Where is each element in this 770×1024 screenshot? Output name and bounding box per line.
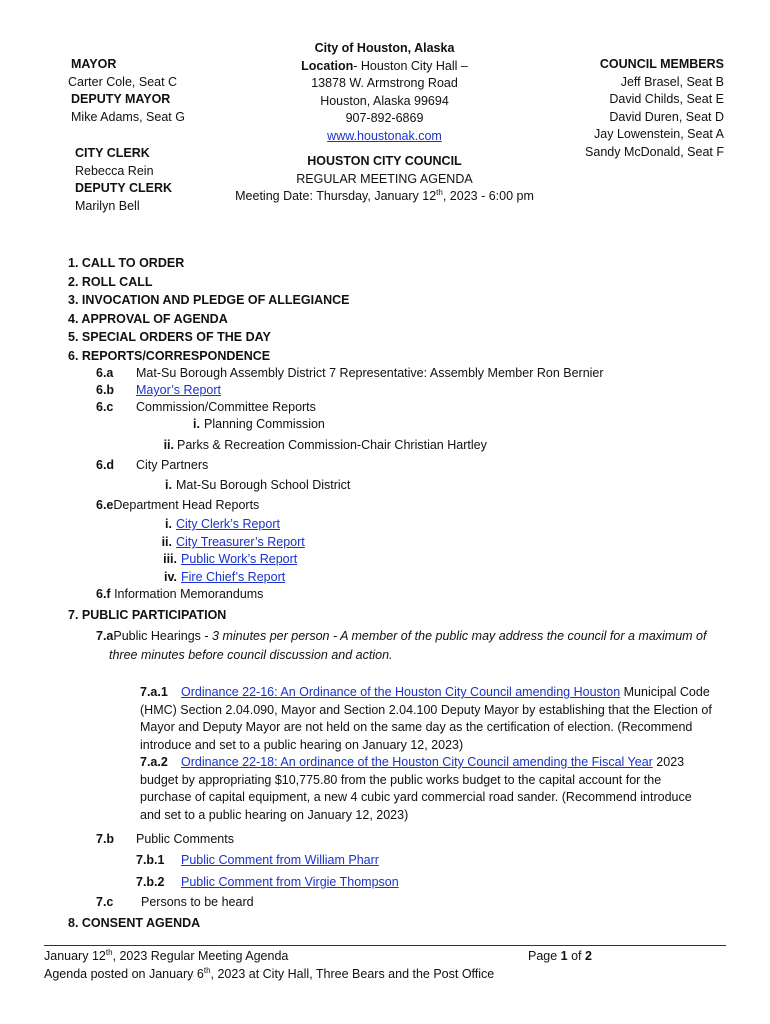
section-consent-agenda: 8. CONSENT AGENDA [68,916,201,930]
agenda-item: 6. REPORTS/CORRESPONDENCE [68,348,271,363]
footer-meeting-line [44,948,726,966]
deputy-mayor-name: Mike Adams, Seat G [71,109,185,124]
sub-number: i. [165,517,172,531]
sub-number: i. [165,478,172,492]
page-number: 1 [560,949,568,963]
item-7a2-rest: 2023 [652,755,685,769]
item-number: 7.b.1 [136,853,165,867]
page-label: Page [528,949,561,963]
item-number: 6.d [96,458,115,472]
item-7a2-line: and set to a public hearing on January 12, 2023) [140,807,409,822]
item-6d-text: City Partners [136,458,209,472]
agenda-item: 1. CALL TO ORDER [68,256,185,270]
parks-rec-commission: Parks & Recreation Commission-Chair Christian Hartley [177,438,487,452]
item-number: 7.b [96,832,115,846]
ordinance-22-18-link[interactable]: Ordinance 22-18: An ordinance of the Houston City Council amending the Fiscal Year [181,755,653,769]
address-line-1: 13878 W. Armstrong Road [311,76,458,90]
mayor-title: MAYOR [71,57,117,71]
sub-number: ii. [161,535,172,549]
item-7a1-line: (HMC) Section 2.04.090, Mayor and Section 2.04.100 Deputy Mayor by establishing that the Election of [140,702,712,717]
city-clerk-name: Rebecca Rein [75,163,154,178]
footer-posted-prefix: Agenda posted on January 6 [44,966,204,981]
item-number: 6.e [96,498,114,512]
agenda-item: 2. ROLL CALL [68,274,153,289]
website-link[interactable]: www.houstonak.com [327,128,442,143]
meeting-date [232,188,537,206]
item-7a2-line: purchase of capital equipment, a new 4 cubic yard commercial road sander. (Recommend introduce [140,790,692,804]
item-number: 7.b.2 [136,875,165,889]
agenda-type: REGULAR MEETING AGENDA [296,171,473,186]
deputy-clerk-name: Marilyn Bell [75,198,140,213]
address-line-2: Houston, Alaska 99694 [320,93,449,108]
meeting-date-suffix: , 2023 - 6:00 pm [442,189,534,203]
item-7a [96,628,706,646]
public-comment-thompson-link[interactable]: Public Comment from Virgie Thompson [181,875,399,889]
council-member: Sandy McDonald, Seat F [585,144,724,159]
item-7b-text: Public Comments [136,832,234,846]
item-6f-text: Information Memorandums [110,587,264,601]
city-treasurer-report-link[interactable]: City Treasurer’s Report [176,535,305,549]
fire-chief-report-link[interactable]: Fire Chief’s Report [181,570,286,584]
council-member: Jeff Brasel, Seat B [620,74,724,89]
agenda-sections [68,254,748,366]
item-number: 7.c [96,895,114,909]
item-7a1-rest: Municipal Code [620,685,710,699]
sub-number: i. [193,417,200,431]
item-number: 6.c [96,400,114,414]
section-public-participation: 7. PUBLIC PARTICIPATION [68,608,227,622]
meeting-date-prefix: Meeting Date: Thursday, January 12 [235,189,437,203]
item-number: 6.b [96,383,115,397]
officials-left [68,56,208,215]
location-value: - Houston City Hall – [353,58,468,73]
council-members [560,56,724,161]
item-7c-text: Persons to be heard [141,895,254,909]
footer-posted-suffix: , 2023 at City Hall, Three Bears and the Post Office [210,966,495,981]
sub-number: iv. [164,570,177,584]
sub-number: ii. [163,438,174,452]
page-of: of [567,949,585,963]
item-7a-cont [109,647,393,665]
page-total: 2 [585,949,592,963]
meeting-date-sup: th [436,187,443,197]
item-7a-italic: 3 minutes per person - A member of the public may address the council for a maximum of [212,629,707,643]
agenda-item: 3. INVOCATION AND PLEDGE OF ALLEGIANCE [68,293,350,308]
item-number: 7.a [96,629,114,643]
city-header [232,40,537,206]
item-6e [96,497,259,515]
footer-posted-line [44,966,726,984]
deputy-mayor-title: DEPUTY MAYOR [71,92,171,106]
page-footer [44,945,726,983]
location-label: Location [301,58,354,73]
council-members-title: COUNCIL MEMBERS [599,57,724,71]
sub-number: iii. [163,552,177,566]
council-member: David Duren, Seat D [609,109,724,124]
council-title: HOUSTON CITY COUNCIL [307,154,462,168]
footer-posted-sup: th [203,965,211,975]
item-7a-italic-2: three minutes before council discussion and action. [109,648,393,662]
item-number: 7.a.1 [140,685,168,699]
city-name: City of Houston, Alaska [314,41,455,55]
planning-commission: Planning Commission [204,417,325,431]
location-line [232,58,537,76]
footer-date-sup: th [105,947,113,957]
item-7a2 [140,754,730,824]
item-number: 6.f [96,587,111,601]
item-7a1 [140,684,730,754]
footer-date-prefix: January 12 [44,949,106,963]
footer-date-suffix: , 2023 Regular Meeting Agenda [112,949,289,963]
item-number: 7.a.2 [140,755,168,769]
item-7a1-line: Mayor and Deputy Mayor are not held on the same day as the certification of election. (Recommend [140,720,693,734]
public-comment-pharr-link[interactable]: Public Comment from William Pharr [181,853,379,867]
public-works-report-link[interactable]: Public Work’s Report [181,552,298,566]
item-7a1-line: introduce and set to a public hearing on January 12, 2023) [140,737,464,752]
agenda-item: 4. APPROVAL OF AGENDA [68,311,228,326]
phone-number: 907-892-6869 [345,111,424,125]
item-6c-text: Commission/Committee Reports [136,400,316,414]
mayors-report-link[interactable]: Mayor’s Report [136,383,221,397]
ordinance-22-16-link[interactable]: Ordinance 22-16: An Ordinance of the Houston City Council amending Houston [181,685,621,699]
council-member: David Childs, Seat E [609,92,724,106]
page-indicator [528,948,592,966]
item-6e-text: Department Head Reports [113,498,260,512]
agenda-item: 5. SPECIAL ORDERS OF THE DAY [68,330,271,345]
item-number: 6.a [96,366,114,380]
mayor-name: Carter Cole, Seat C [68,74,178,89]
school-district: Mat-Su Borough School District [176,478,351,492]
city-clerk-report-link[interactable]: City Clerk’s Report [176,517,280,531]
item-6a-text: Mat-Su Borough Assembly District 7 Representative: Assembly Member Ron Bernier [136,366,604,380]
item-6f [96,586,263,604]
item-7a-lead: Public Hearings - [113,629,213,643]
council-member: Jay Lowenstein, Seat A [594,127,724,141]
city-clerk-title: CITY CLERK [75,146,150,160]
deputy-clerk-title: DEPUTY CLERK [75,181,173,195]
item-7a2-line: budget by appropriating $10,775.80 from the public works budget to the capital account for the [140,772,662,787]
